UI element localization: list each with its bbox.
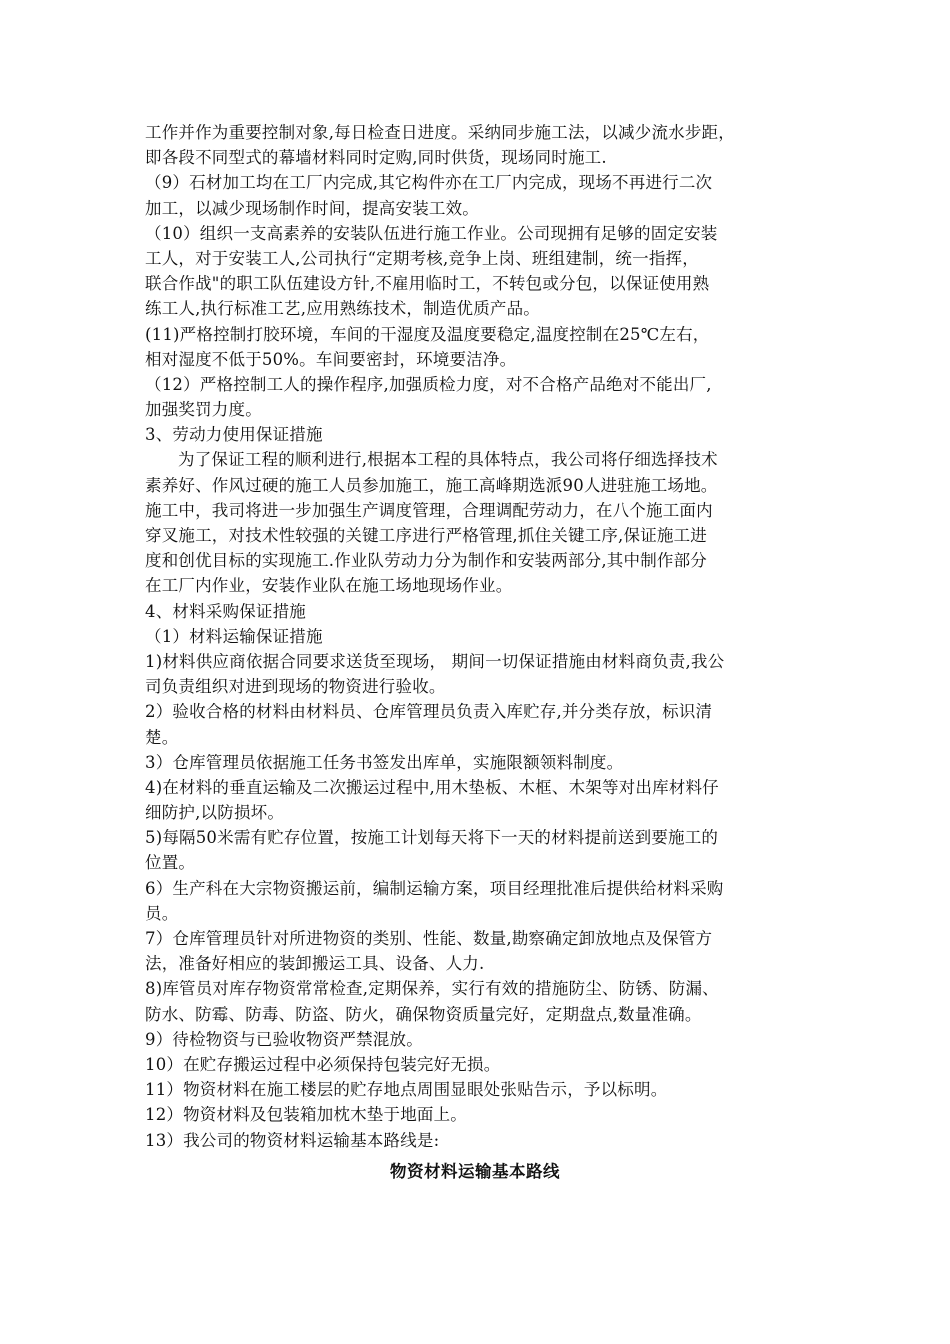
text-line: 工人，对于安装工人,公司执行“定期考核,竞争上岗、班组建制，统一指挥， xyxy=(145,248,699,268)
text-line: 细防护,以防损坏。 xyxy=(145,803,285,823)
text-line: 工作并作为重要控制对象,每日检查日进度。采纳同步施工法，以减少流水步距， xyxy=(145,123,735,142)
text-line: 加强奖罚力度。 xyxy=(145,400,262,420)
text-line: 即各段不同型式的幕墙材料同时定购,同时供货，现场同时施工. xyxy=(145,148,607,168)
text-line: 联合作战"的职工队伍建设方针,不雇用临时工，不转包或分包，以保证使用熟 xyxy=(145,274,710,294)
text-line: 2）验收合格的材料由材料员、仓库管理员负责入库贮存,并分类存放，标识清 xyxy=(145,702,713,722)
text-line: 穿叉施工，对技术性较强的关键工序进行严格管理,抓住关键工序,保证施工进 xyxy=(145,526,707,545)
text-line: （9）石材加工均在工厂内完成,其它构件亦在工厂内完成，现场不再进行二次 xyxy=(145,173,713,193)
text-line: 12）物资材料及包装箱加枕木垫于地面上。 xyxy=(145,1105,467,1125)
text-line: 10）在贮存搬运过程中必须保持包装完好无损。 xyxy=(145,1054,501,1074)
text-line: 司负责组织对进到现场的物资进行验收。 xyxy=(145,677,446,697)
text-line: 8)库管员对库存物资常常检查,定期保养，实行有效的措施防尘、防锈、防漏、 xyxy=(145,979,719,999)
text-line: 施工中，我司将进一步加强生产调度管理，合理调配劳动力，在八个施工面内 xyxy=(145,500,713,520)
text-line: (11)严格控制打胶环境，车间的干湿度及温度要稳定,温度控制在25℃左右， xyxy=(145,324,710,344)
text-line: 度和创优目标的实现施工.作业队劳动力分为制作和安装两部分,其中制作部分 xyxy=(145,551,707,571)
text-line: 为了保证工程的顺利进行,根据本工程的具体特点，我公司将仔细选择技术 xyxy=(178,450,718,470)
text-line: 练工人,执行标准工艺,应用熟练技术，制造优质产品。 xyxy=(145,299,540,319)
text-line: 员。 xyxy=(145,903,179,923)
text-line: 楚。 xyxy=(145,727,179,747)
document-body xyxy=(145,120,825,1153)
text-line: （10）组织一支高素养的安装队伍进行施工作业。公司现拥有足够的固定安装 xyxy=(145,223,718,243)
figure-heading: 物资材料运输基本路线 xyxy=(390,1162,560,1181)
text-line: 素养好、作风过硬的施工人员参加施工，施工高峰期选派90人进驻施工场地。 xyxy=(145,475,718,495)
subsection-heading: （1）材料运输保证措施 xyxy=(145,626,323,646)
text-line: 3）仓库管理员依据施工任务书签发出库单，实施限额领料制度。 xyxy=(145,752,624,772)
text-line: （12）严格控制工人的操作程序,加强质检力度，对不合格产品绝对不能出厂, xyxy=(145,374,712,394)
text-line: 6）生产科在大宗物资搬运前，编制运输方案，项目经理批准后提供给材料采购 xyxy=(145,878,724,898)
text-line: 9）待检物资与已验收物资严禁混放。 xyxy=(145,1029,423,1049)
text-line: 在工厂内作业，安装作业队在施工场地现场作业。 xyxy=(145,576,513,596)
text-line: 13）我公司的物资材料运输基本路线是: xyxy=(145,1130,440,1150)
text-line: 加工，以减少现场制作时间，提高安装工效。 xyxy=(145,198,479,218)
text-line: 法，准备好相应的装卸搬运工具、设备、人力. xyxy=(145,954,485,974)
section-heading: 3、劳动力使用保证措施 xyxy=(145,425,323,445)
text-line: 11）物资材料在施工楼层的贮存地点周围显眼处张贴告示，予以标明。 xyxy=(145,1080,668,1100)
text-line: 位置。 xyxy=(145,853,196,873)
text-line: 防水、防霉、防毒、防盗、防火，确保物资质量完好，定期盘点,数量准确。 xyxy=(145,1004,702,1024)
text-line: 4)在材料的垂直运输及二次搬运过程中,用木垫板、木框、木架等对出库材料仔 xyxy=(145,777,719,797)
text-line: 7）仓库管理员针对所进物资的类别、性能、数量,勘察确定卸放地点及保管方 xyxy=(145,929,713,948)
text-line: 1)材料供应商依据合同要求送货至现场， 期间一切保证措施由材料商负责,我公 xyxy=(145,651,725,671)
text-line: 相对湿度不低于50%。车间要密封，环境要洁净。 xyxy=(145,349,517,369)
text-line: 5)每隔50米需有贮存位置，按施工计划每天将下一天的材料提前送到要施工的 xyxy=(145,828,719,848)
section-heading: 4、材料采购保证措施 xyxy=(145,601,306,621)
